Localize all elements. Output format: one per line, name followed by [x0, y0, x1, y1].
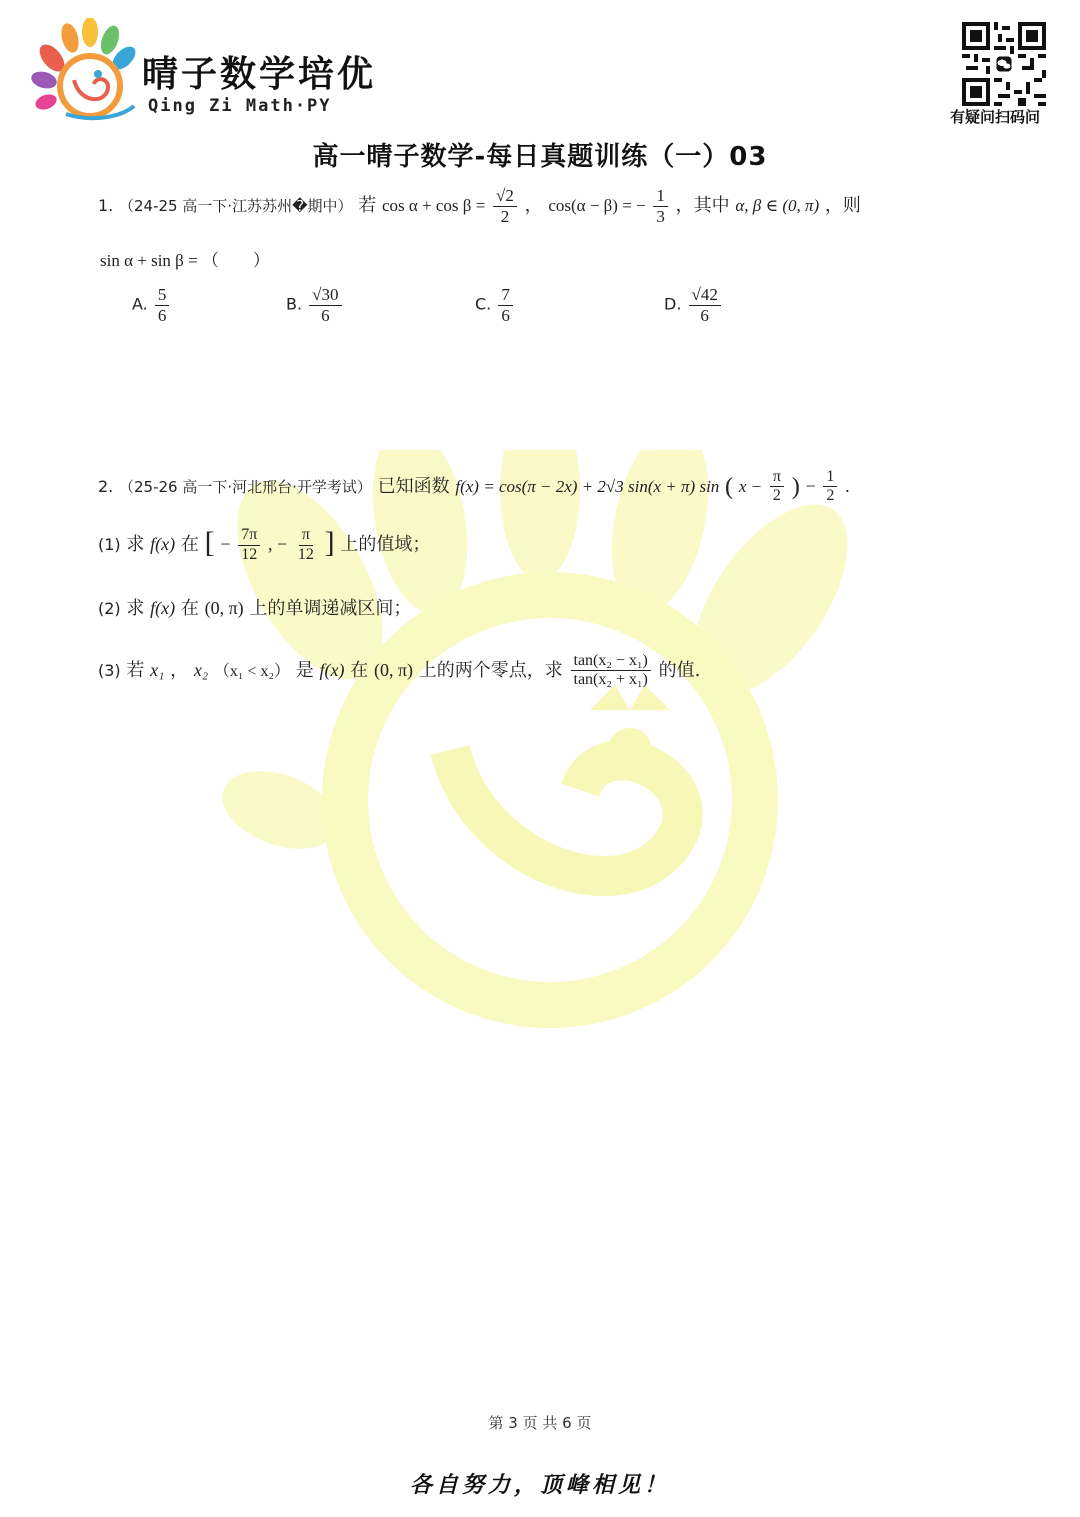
part-1-bound-a: [238, 526, 260, 564]
question-2-paren-inner: x −: [738, 476, 763, 496]
question-1-number: 1.: [98, 196, 114, 216]
question-1-given-2: cos(α − β) = −: [548, 196, 646, 216]
part-1-bound-b: [295, 526, 317, 564]
question-1-then: ，则: [824, 195, 861, 217]
part-1-post: 上的值域；: [340, 534, 431, 555]
part-3-function: f(x): [319, 659, 345, 680]
option-c-label: C.: [475, 294, 492, 314]
question-1-ask: sin α + sin β = （ ）: [100, 251, 270, 270]
left-paren: (: [725, 472, 734, 500]
footer-motto: 各自努力，顶峰相见！: [409, 1473, 670, 1498]
part-2-label: (2): [98, 599, 121, 618]
part-2-in: 在: [180, 598, 199, 619]
question-2-known: 已知函数: [377, 475, 450, 497]
option-a-label: A.: [132, 294, 148, 314]
right-paren: ): [791, 472, 800, 500]
question-1-if: 若: [358, 195, 377, 217]
option-d[interactable]: [664, 285, 723, 325]
fraction-denominator: 2: [826, 487, 835, 505]
minus-sign: −: [220, 534, 231, 554]
part-3-in: 在: [350, 659, 369, 681]
part-3-sep: ，: [170, 659, 189, 681]
question-1-source: （24-25 高一下·江苏苏州�期中）: [119, 197, 353, 216]
page-number: 第 3 页 共 6 页: [488, 1414, 592, 1432]
fraction-denominator: 6: [157, 305, 167, 325]
fraction-denominator: tan(x₂ + x₁): [573, 671, 648, 689]
fraction-denominator: 6: [501, 305, 510, 325]
option-c-value: [498, 285, 513, 325]
part-3-condition: （x₁ < x₂）: [213, 662, 291, 680]
fraction-denominator: 6: [700, 305, 709, 325]
part-2-interval: (0, π): [204, 598, 244, 618]
question-2-source: （25-26 高一下·河北邢台·开学考试）: [119, 477, 372, 496]
question-2-part-2: [98, 594, 411, 620]
part-2-pre: 求: [126, 598, 145, 619]
part-3-zeros: 上的两个零点，求: [418, 659, 563, 681]
fraction-numerator: 1: [823, 468, 837, 487]
fraction-denominator: 12: [297, 545, 314, 563]
question-2-function: f(x) = cos(π − 2x) + 2√3 sin(x + π) sin: [455, 476, 720, 496]
part-3-label: (3): [98, 660, 121, 680]
question-1-fraction-1: [493, 186, 517, 226]
part-3-pre: 若: [126, 659, 145, 681]
part-1-pre: 求: [126, 534, 145, 555]
option-b[interactable]: [286, 285, 344, 325]
question-2-minus: −: [805, 475, 816, 496]
fraction-denominator: 3: [656, 206, 665, 226]
question-1-line-1: [98, 186, 861, 226]
question-2-number: 2.: [98, 476, 114, 496]
question-2-part-1: [98, 526, 430, 564]
fraction-denominator: 2: [772, 487, 781, 505]
fraction-numerator: √2: [493, 186, 517, 207]
option-b-label: B.: [286, 294, 303, 314]
brand-logo: [30, 18, 140, 128]
question-1-domain: α, β ∈ (0, π): [735, 196, 820, 216]
right-bracket: ]: [324, 526, 335, 559]
question-1-fraction-2: [653, 186, 668, 226]
qr-code[interactable]: [962, 22, 1046, 106]
option-d-label: D.: [664, 294, 682, 314]
option-a[interactable]: [132, 285, 171, 325]
fraction-numerator: π: [770, 468, 784, 487]
part-3-tan-ratio: [571, 652, 651, 690]
fraction-numerator: 5: [155, 285, 170, 306]
option-a-value: [155, 285, 170, 325]
left-bracket: [: [204, 526, 215, 559]
question-1-where: ，其中: [675, 195, 730, 217]
fraction-denominator: 6: [321, 305, 330, 325]
fraction-numerator: 7: [498, 285, 513, 306]
option-c[interactable]: [475, 285, 515, 325]
question-1-given-1: cos α + cos β =: [381, 196, 486, 216]
part-2-post: 上的单调递减区间；: [249, 598, 412, 619]
question-2-one-half: [823, 468, 837, 506]
page-title: 高一晴子数学-每日真题训练（一）03: [312, 142, 768, 172]
part-3-x2: x₂: [193, 659, 209, 680]
fraction-numerator: √42: [689, 285, 721, 306]
question-2-period: .: [845, 475, 850, 496]
question-1-comma: ，: [524, 195, 543, 217]
question-2-pi-over-2: [770, 468, 784, 506]
question-2-line-1: [98, 468, 850, 506]
part-3-post: 的值.: [658, 659, 701, 681]
fraction-denominator: 2: [500, 206, 510, 226]
part-1-function: f(x): [150, 534, 176, 554]
fraction-numerator: √30: [309, 285, 341, 306]
part-1-in: 在: [180, 534, 199, 555]
question-2-part-3: [98, 652, 700, 690]
fraction-numerator: 1: [653, 186, 668, 207]
option-b-value: [309, 285, 341, 325]
comma-minus: , −: [268, 534, 288, 554]
qr-caption: 有疑问扫码问: [950, 108, 1041, 126]
fraction-numerator: 7π: [238, 526, 260, 545]
fraction-denominator: 12: [241, 545, 258, 563]
part-3-interval: (0, π): [373, 659, 414, 680]
option-d-value: [689, 285, 721, 325]
brand-name-en: Qing Zi Math·PY: [148, 96, 332, 116]
brand-name-cn: 晴子数学培优: [142, 54, 377, 95]
part-3-x1: x₁: [150, 659, 165, 680]
part-3-is: 是: [295, 659, 314, 681]
part-2-function: f(x): [150, 598, 176, 618]
fraction-numerator: tan(x₂ − x₁): [571, 652, 651, 671]
fraction-numerator: π: [299, 526, 313, 545]
part-1-label: (1): [98, 535, 121, 554]
